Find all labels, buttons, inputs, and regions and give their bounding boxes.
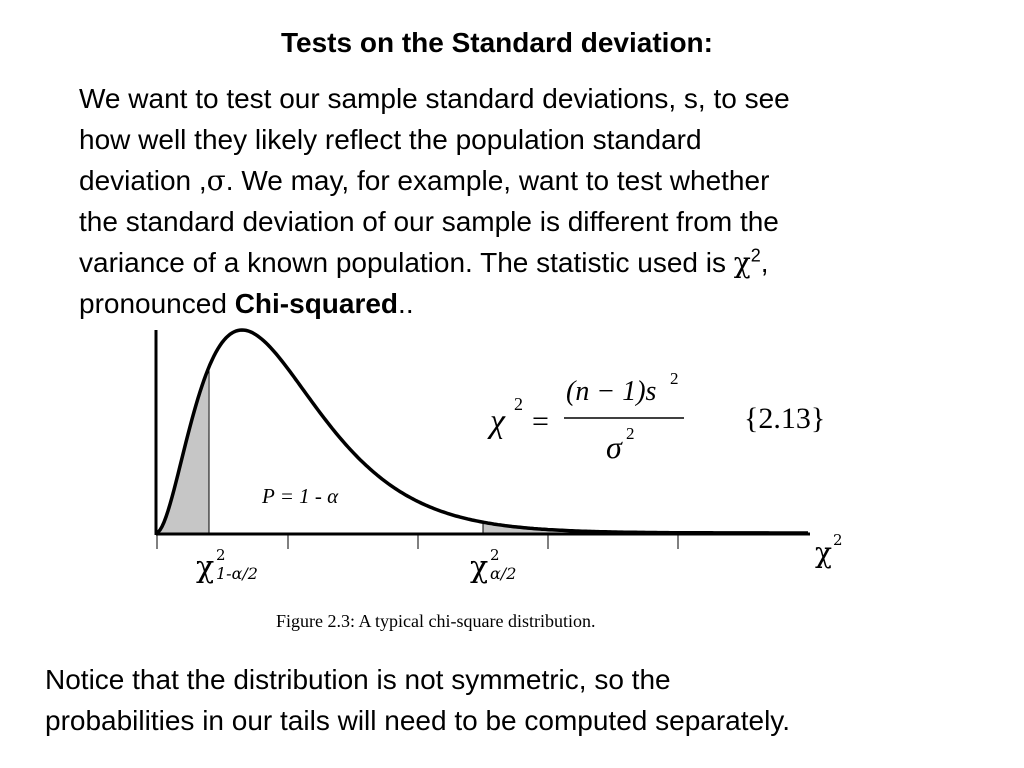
x-axis-ticks — [157, 534, 678, 549]
equation-numerator-sup: 2 — [670, 369, 679, 388]
intro-text: deviation , — [79, 165, 207, 196]
x-axis-label — [815, 531, 843, 569]
intro-text: .. — [398, 288, 414, 319]
intro-text: , — [760, 247, 769, 278]
lower-critical-label — [196, 546, 258, 585]
equation-equals: = — [532, 405, 549, 438]
x-axis-sup: 2 — [833, 531, 843, 549]
figure-caption: Figure 2.3: A typical chi-square distribution. — [276, 611, 596, 631]
upper-critical-label — [470, 546, 516, 585]
intro-text: pronounced — [79, 288, 235, 319]
density-curve — [156, 330, 808, 533]
upper-critical-sup: 2 — [490, 546, 500, 564]
intro-line: the standard deviation of our sample is different from the — [79, 206, 779, 237]
intro-line — [79, 283, 979, 324]
lower-critical-sub: 1-α/2 — [216, 564, 258, 583]
equation-lhs: χ — [490, 403, 505, 440]
upper-critical-chi: χ — [470, 550, 489, 585]
page-title: Tests on the Standard deviation: — [281, 27, 713, 58]
chi-squared-term: Chi-squared — [234, 288, 399, 319]
sigma-symbol: σ — [206, 164, 226, 197]
chi-square-figure — [140, 320, 860, 640]
lower-critical-chi: χ — [196, 550, 215, 585]
notice-paragraph — [45, 659, 1005, 741]
notice-line: probabilities in our tails will need to be computed separately. — [45, 705, 791, 736]
intro-paragraph — [79, 78, 979, 324]
equation-lhs-sup: 2 — [514, 394, 523, 414]
notice-line: Notice that the distribution is not symmetric, so the — [45, 664, 671, 695]
probability-region-label: P = 1 - α — [262, 484, 339, 508]
equation-numerator: (n − 1)s — [566, 376, 657, 407]
intro-text: variance of a known population. The statistic used is — [79, 247, 734, 278]
chi-symbol: χ — [733, 246, 751, 279]
intro-line: We want to test our sample standard deviations, s, to see — [79, 83, 790, 114]
x-axis-chi: χ — [815, 536, 832, 569]
chi-square-equation — [487, 369, 825, 465]
equation-number: {2.13} — [744, 402, 826, 435]
intro-line — [79, 160, 979, 201]
upper-critical-sub: α/2 — [490, 564, 517, 583]
equation-denominator-sup: 2 — [626, 424, 635, 443]
intro-line: how well they likely reflect the population standard — [79, 124, 702, 155]
chi-superscript: 2 — [750, 245, 761, 266]
lower-critical-sup: 2 — [216, 546, 226, 564]
intro-text: . We may, for example, want to test whether — [225, 165, 770, 196]
equation-denominator: σ — [606, 429, 622, 465]
intro-line — [79, 242, 979, 283]
